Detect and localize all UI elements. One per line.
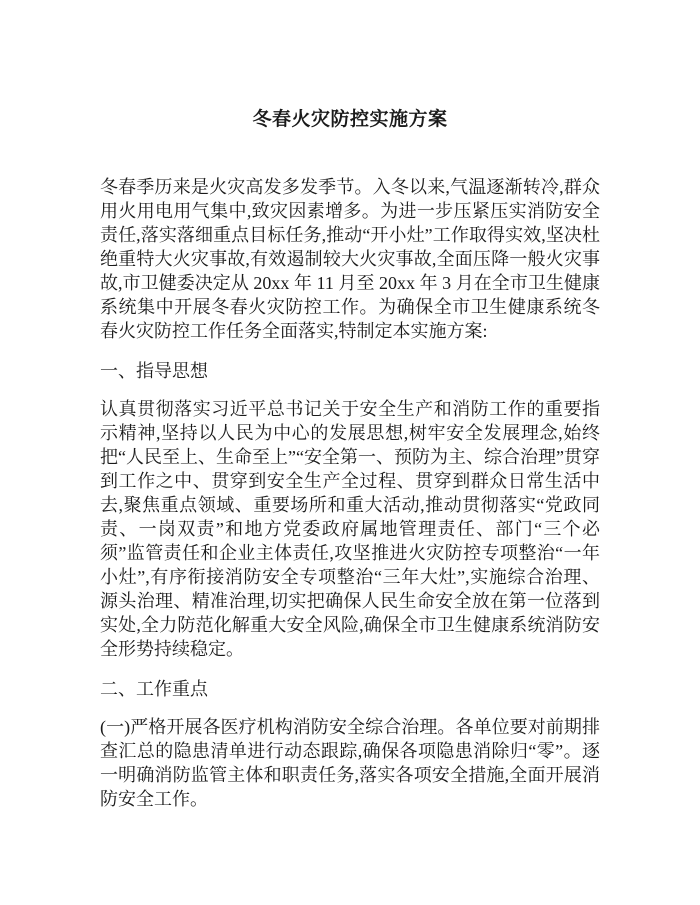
intro-paragraph: 冬春季历来是火灾高发多发季节。入冬以来,气温逐渐转冷,群众用火用电用气集中,致灾因素增多。为进一步压紧压实消防安全责任,落实落细重点目标任务,推动“开小灶”工作取得实效,坚决杜绝重特大火灾事故,有效遏制较大火灾事故,全面压降一般火灾事故,市卫健委决定从 20xx 年 11 月至 20xx 年 3 月在全市卫生健康系统集中开展冬春火灾防控工作。为确保全市卫生健康系统冬春火灾防控工作任务全面落实,特制定本实施方案: xyxy=(100,177,600,341)
section-1-paragraph: 认真贯彻落实习近平总书记关于安全生产和消防工作的重要指示精神,坚持以人民为中心的发展思想,树牢安全发展理念,始终把“人民至上、生命至上”“安全第一、预防为主、综合治理”贯穿到工作之中、贯穿到安全生产全过程、贯穿到群众日常生活中去,聚焦重点领域、重要场所和重大活动,推动贯彻落实“党政同责、一岗双责”和地方党委政府属地管理责任、部门“三个必须”监管责任和企业主体责任,攻坚推进火灾防控专项整治“一年小灶”,有序衔接消防安全专项整治“三年大灶”,实施综合治理、源头治理、精准治理,切实把确保人民生命安全放在第一位落到实处,全力防范化解重大安全风险,确保全市卫生健康系统消防安全形势持续稳定。 xyxy=(100,399,600,659)
section-2-heading: 二、工作重点 xyxy=(100,679,208,699)
document-title: 冬春火灾防控实施方案 xyxy=(252,109,448,130)
section-2-item-1-paragraph: (一)严格开展各医疗机构消防安全综合治理。各单位要对前期排查汇总的隐患清单进行动态跟踪,确保各项隐患消除归“零”。逐一明确消防监管主体和职责任务,落实各项安全措施,全面开展消防安全工作。 xyxy=(100,717,600,809)
section-1-heading: 一、指导思想 xyxy=(100,361,208,381)
